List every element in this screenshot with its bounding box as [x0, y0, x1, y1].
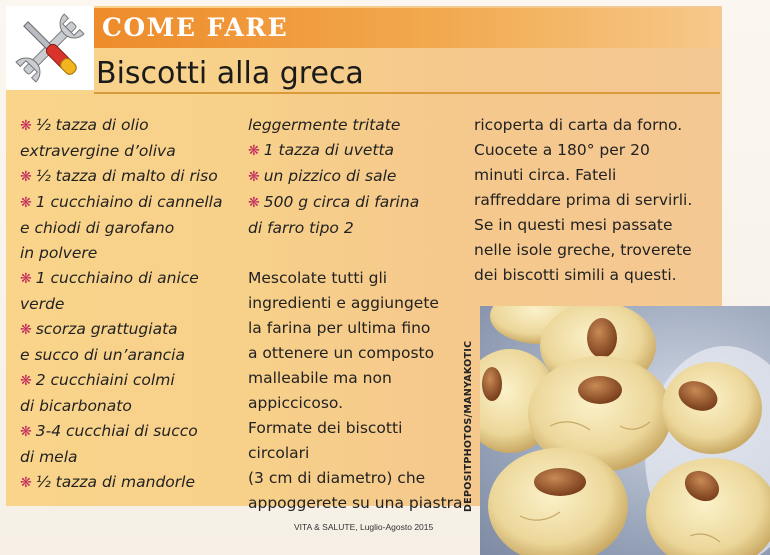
almond-cookies-photo	[480, 306, 770, 555]
section-kicker: COME FARE	[102, 13, 289, 42]
bullet-icon: ❋	[20, 169, 32, 185]
method-line: ingredienti e aggiungete	[248, 294, 439, 312]
tools-icon-tile	[6, 6, 94, 90]
ingredient-text: e chiodi di garofano	[20, 219, 175, 237]
ingredient-item	[20, 266, 244, 317]
ingredients-column-1	[20, 113, 244, 496]
ingredient-text: di mela	[20, 448, 78, 466]
ingredient-line	[20, 343, 244, 368]
ingredient-line	[20, 317, 244, 343]
ingredient-text: e succo di un’arancia	[20, 346, 185, 364]
ingredient-line	[20, 394, 244, 419]
ingredients-method-column-2	[248, 113, 468, 516]
ingredient-line	[20, 139, 244, 164]
ingredient-text: di bicarbonato	[20, 397, 132, 415]
method-line: la farina per ultima fino	[248, 319, 431, 337]
bullet-icon: ❋	[20, 271, 32, 287]
method-line: (3 cm di diametro) che	[248, 469, 426, 487]
method-line: a ottenere un composto	[248, 344, 435, 362]
method-line: dei biscotti simili a questi.	[474, 266, 677, 284]
method-line: appoggerete su una piastra	[248, 494, 463, 512]
method-line: Mescolate tutti gli	[248, 269, 388, 287]
method-line: minuti circa. Fateli	[474, 166, 617, 184]
ingredient-line	[20, 266, 244, 292]
ingredient-text: 3-4 cucchiai di succo	[35, 422, 198, 440]
ingredient-text: extravergine d’oliva	[20, 142, 176, 160]
bullet-icon: ❋	[20, 118, 32, 134]
recipe-title: Biscotti alla greca	[96, 56, 364, 91]
ingredient-item	[20, 113, 244, 164]
ingredient-line	[20, 216, 244, 241]
ingredient-item	[20, 368, 244, 419]
ingredient-item	[20, 470, 244, 496]
ingredient-item	[20, 190, 244, 266]
ingredient-line	[248, 164, 468, 190]
method-line: Cuocete a 180° per 20	[474, 141, 650, 159]
photo-credit: DEPOSITPHOTOS/MANYAKOTIC	[463, 340, 474, 512]
ingredient-text: ½ tazza di malto di riso	[35, 167, 218, 185]
ingredient-line	[248, 138, 468, 164]
method-line: Formate dei biscotti circolari	[248, 419, 403, 462]
ingredient-item	[248, 190, 468, 241]
method-line: Se in questi mesi passate	[474, 216, 673, 234]
ingredient-text: 2 cucchiaini colmi	[35, 371, 175, 389]
ingredient-text: verde	[20, 295, 65, 313]
ingredient-line	[248, 190, 468, 216]
ingredient-text: ½ tazza di mandorle	[35, 473, 195, 491]
ingredient-text: ½ tazza di olio	[35, 116, 149, 134]
ingredient-item	[20, 164, 244, 190]
method-line: malleabile ma non	[248, 369, 392, 387]
title-divider	[94, 92, 720, 94]
ingredient-item	[248, 138, 468, 164]
method-line: raffreddare prima di servirli.	[474, 191, 693, 209]
ingredient-line	[20, 190, 244, 216]
ingredient-line	[20, 470, 244, 496]
page-footer: VITA & SALUTE, Luglio-Agosto 2015	[294, 522, 434, 532]
ingredient-text: di farro tipo 2	[248, 219, 354, 237]
ingredient-item	[248, 164, 468, 190]
bullet-icon: ❋	[20, 475, 32, 491]
ingredient-text: 1 cucchiaino di anice	[35, 269, 199, 287]
ingredient-continuation: leggermente tritate	[248, 116, 401, 134]
ingredient-text: 1 cucchiaino di cannella	[35, 193, 223, 211]
method-column-3	[474, 113, 714, 288]
ingredient-text: 1 tazza di uvetta	[263, 141, 395, 159]
ingredient-line	[20, 292, 244, 317]
ingredient-text: scorza grattugiata	[35, 320, 178, 338]
bullet-icon: ❋	[248, 143, 260, 159]
bullet-icon: ❋	[20, 373, 32, 389]
ingredient-line	[248, 216, 468, 241]
bullet-icon: ❋	[20, 195, 32, 211]
bullet-icon: ❋	[20, 424, 32, 440]
ingredient-line	[20, 368, 244, 394]
method-line: nelle isole greche, troverete	[474, 241, 692, 259]
ingredient-text: un pizzico di sale	[263, 167, 397, 185]
bullet-icon: ❋	[20, 322, 32, 338]
ingredient-line	[20, 113, 244, 139]
tools-icon	[6, 6, 94, 90]
ingredient-line	[20, 164, 244, 190]
bullet-icon: ❋	[248, 195, 260, 211]
ingredient-item	[20, 419, 244, 470]
ingredient-text: in polvere	[20, 244, 98, 262]
bullet-icon: ❋	[248, 169, 260, 185]
ingredient-text: 500 g circa di farina	[263, 193, 420, 211]
ingredient-item	[20, 317, 244, 368]
cookie-illustration	[480, 306, 770, 555]
ingredient-line	[20, 419, 244, 445]
method-line: appiccicoso.	[248, 394, 344, 412]
ingredient-line	[20, 241, 244, 266]
method-line: ricoperta di carta da forno.	[474, 116, 683, 134]
ingredient-line	[20, 445, 244, 470]
